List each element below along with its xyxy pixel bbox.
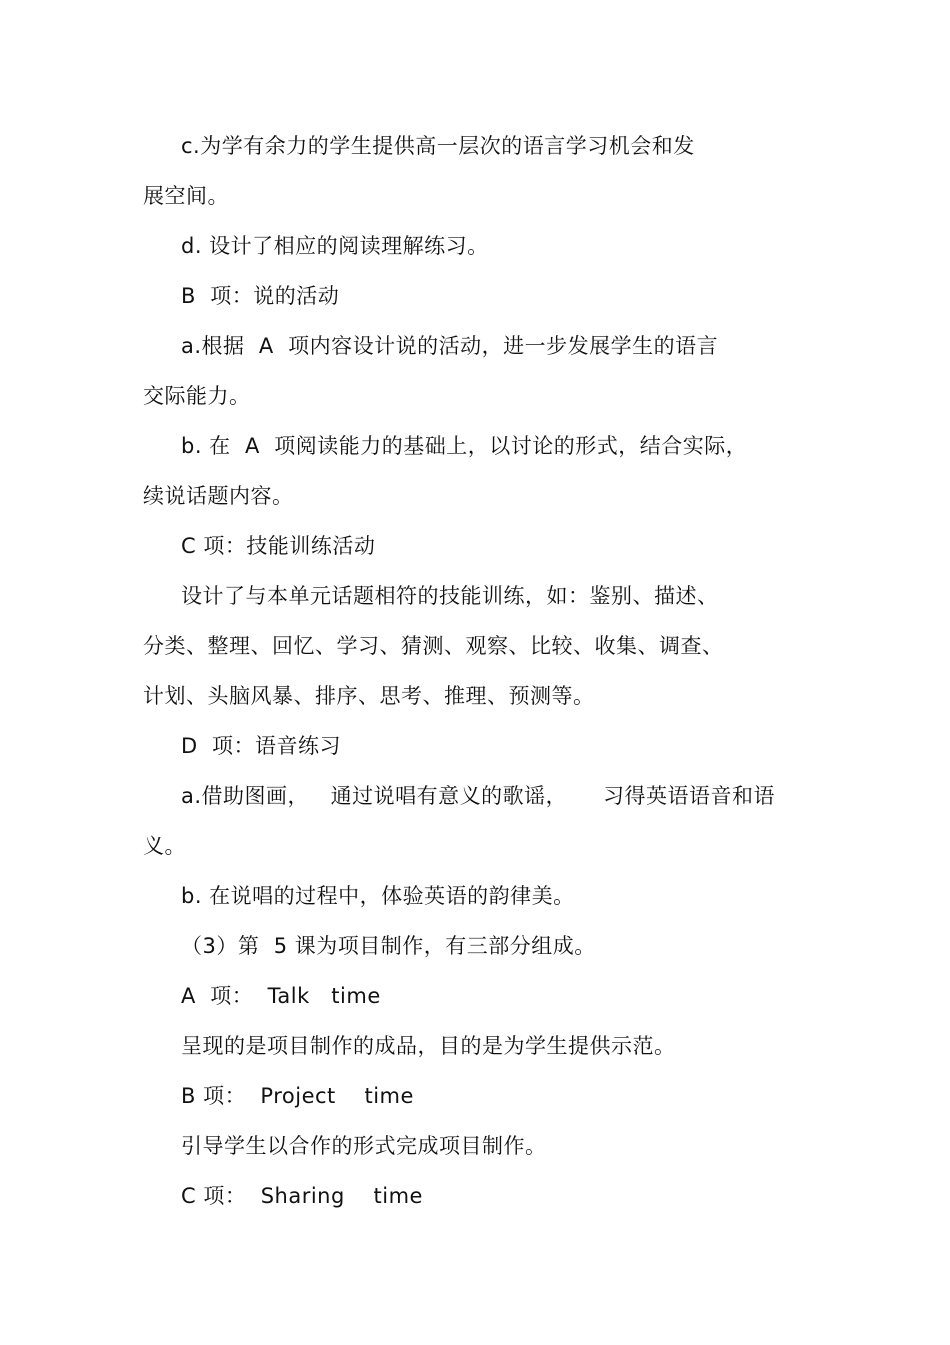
paragraph-b-b-line-2: 续说话题内容。 — [143, 484, 294, 508]
paragraph-b-a-line-2: 交际能力。 — [143, 384, 251, 408]
paragraph-lesson-5: （3）第 5 课为项目制作，有三部分组成。 — [181, 934, 596, 958]
paragraph-project-time: 引导学生以合作的形式完成项目制作。 — [181, 1134, 547, 1158]
paragraph-d-b: b. 在说唱的过程中，体验英语的韵律美。 — [181, 884, 575, 908]
heading-item-d: D 项：语音练习 — [181, 734, 342, 758]
heading-item-b: B 项：说的活动 — [181, 284, 340, 308]
paragraph-d-a-line-1: a.借助图画， 通过说唱有意义的歌谣， 习得英语语音和语 — [181, 784, 775, 808]
paragraph-skills-line-3: 计划、头脑风暴、排序、思考、推理、预测等。 — [143, 684, 595, 708]
heading-project-time: B 项： Project time — [181, 1084, 414, 1108]
paragraph-c-line-2: 展空间。 — [143, 184, 229, 208]
heading-item-c: C 项：技能训练活动 — [181, 534, 376, 558]
paragraph-talk-time: 呈现的是项目制作的成品，目的是为学生提供示范。 — [181, 1034, 676, 1058]
paragraph-d-a-line-2: 义。 — [143, 834, 186, 858]
paragraph-c-line-1: c.为学有余力的学生提供高一层次的语言学习机会和发 — [181, 134, 695, 158]
paragraph-b-b-line-1: b. 在 A 项阅读能力的基础上，以讨论的形式，结合实际， — [181, 434, 748, 458]
paragraph-d: d. 设计了相应的阅读理解练习。 — [181, 234, 489, 258]
heading-talk-time: A 项： Talk time — [181, 984, 381, 1008]
paragraph-b-a-line-1: a.根据 A 项内容设计说的活动，进一步发展学生的语言 — [181, 334, 719, 358]
paragraph-skills-line-1: 设计了与本单元话题相符的技能训练，如：鉴别、描述、 — [181, 584, 719, 608]
heading-sharing-time: C 项： Sharing time — [181, 1184, 423, 1208]
paragraph-skills-line-2: 分类、整理、回忆、学习、猜测、观察、比较、收集、调查、 — [143, 634, 724, 658]
